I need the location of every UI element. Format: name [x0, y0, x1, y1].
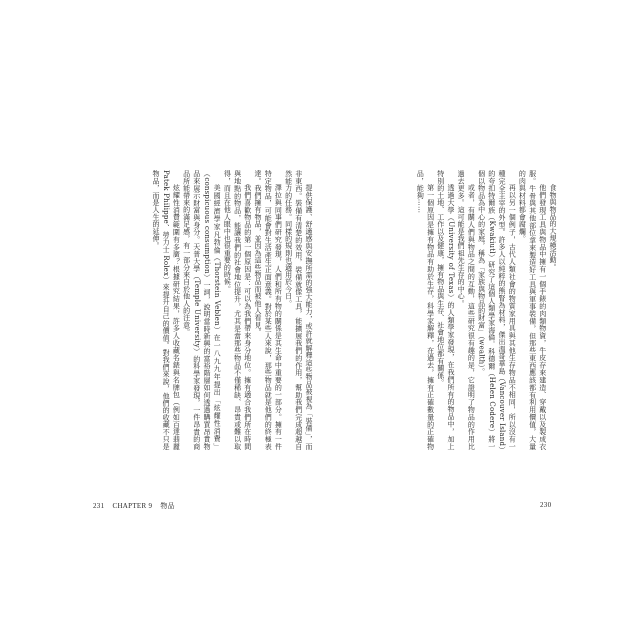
paragraph: 美國經濟學家凡勃倫（Thorstein Veblen）在一八九九年提出「炫耀性消費」（conspicuous consumption）一詞，說明當時新興的富裕階層如何透過購買昂貴物品來展示財富與身分。天普大學（Temple University）的科學家發現，一件昂貴的商品所能帶來的滿足感，有一部分來自於他人的注意。: [182, 170, 222, 450]
paragraph: 第一個原因是擁有物品有助於生存，科學家解釋，在過去，擁有正確數量的正確物品，能夠……: [416, 170, 435, 450]
paragraph: 提供保護、舒適感與安撫所需的強大能力，或許就解釋這些物品被視為「裝備」，而非東西。裝備有清楚的效用，裝備就像工具，能擴展我們的作用，幫助我們完成超越自然能力的任務。同樣的規則也適用於今日。: [284, 170, 313, 450]
paragraph: 我們喜歡物品的第一個原因是：可以為我們帶來身分地位。擁有適合我們所在時間與地點的物品，能讓我們的社會地位提升，尤其是當那些物品不僅稀缺、昂貴或難以取得，而且在他人眼中也很重要的時候。: [223, 170, 252, 450]
left-page-footer: [93, 501, 181, 511]
left-page: [82, 170, 314, 510]
right-page-body: [326, 170, 558, 450]
paragraph: 澤拉與同事們研究發現，人們和所有物的關係是其生命中重要的一部分。擁有一件特定物品，可能會對生活產生正面意義。對於某些人來說，那些物品就是他們的終極表達。我們擁有物品，並因為這些物品而被他人看見。: [253, 170, 283, 450]
paragraph: 再以另一個例子，古代人類社會的物質家用具與其他生存物品不相同，所以沒有一種完全主宰的外型。許多人以純粹的熊腎為材料，傑出溫哥華島（Vancouver Island）的夸扣特爾族（Kwakiutl）研究了這個人類學家海倫．科德爾（Helen Codere）將一個以物品為中心的家庭，稱為「家族與物品的財富」（wealth）。: [477, 170, 517, 450]
left-page-body: [82, 170, 314, 450]
right-page: [326, 170, 558, 510]
page-number: 230: [540, 501, 552, 509]
page-number: 231: [93, 502, 105, 510]
paragraph: 透過大學（University of Texas）的人類學家發現，在我們所有的物品中，加上特別的土地、工作以及健康，擁有物品與生存、社會地位都有關係。: [436, 170, 455, 450]
paragraph: 炫耀性消費範圍有多廣？根據研究結果，許多人收藏名錶與名牌包（例如百達翡麗 Patek Philippe、勞力士 Rolex）來提升自己的價值。對我們來說，他們的收藏不只是物品，而是人生的延伸。: [151, 170, 181, 450]
paragraph: 他們發現工具與物品中擁有一個手錶的肉類物資，牛皮存來建造、穿戴以及製成衣服。牛骨與其他部位拿來製造好工具與軍事裝備，但那些東西應該都有利用價值，大量的肉與材料都會腐爛。: [518, 170, 547, 450]
chapter-title: 物品: [160, 502, 175, 510]
right-page-footer: [540, 501, 557, 509]
chapter-label: CHAPTER 9: [112, 502, 153, 510]
paragraph: 或者，有關人們與物品之間的互動，這些研究很有趣的是，它證明了物品的作用比過去更多。這可能是我們祖先生存的中心。: [457, 170, 476, 450]
page-gutter: [318, 160, 322, 520]
paragraph: 食物與物品的大規模活動。: [549, 184, 557, 271]
